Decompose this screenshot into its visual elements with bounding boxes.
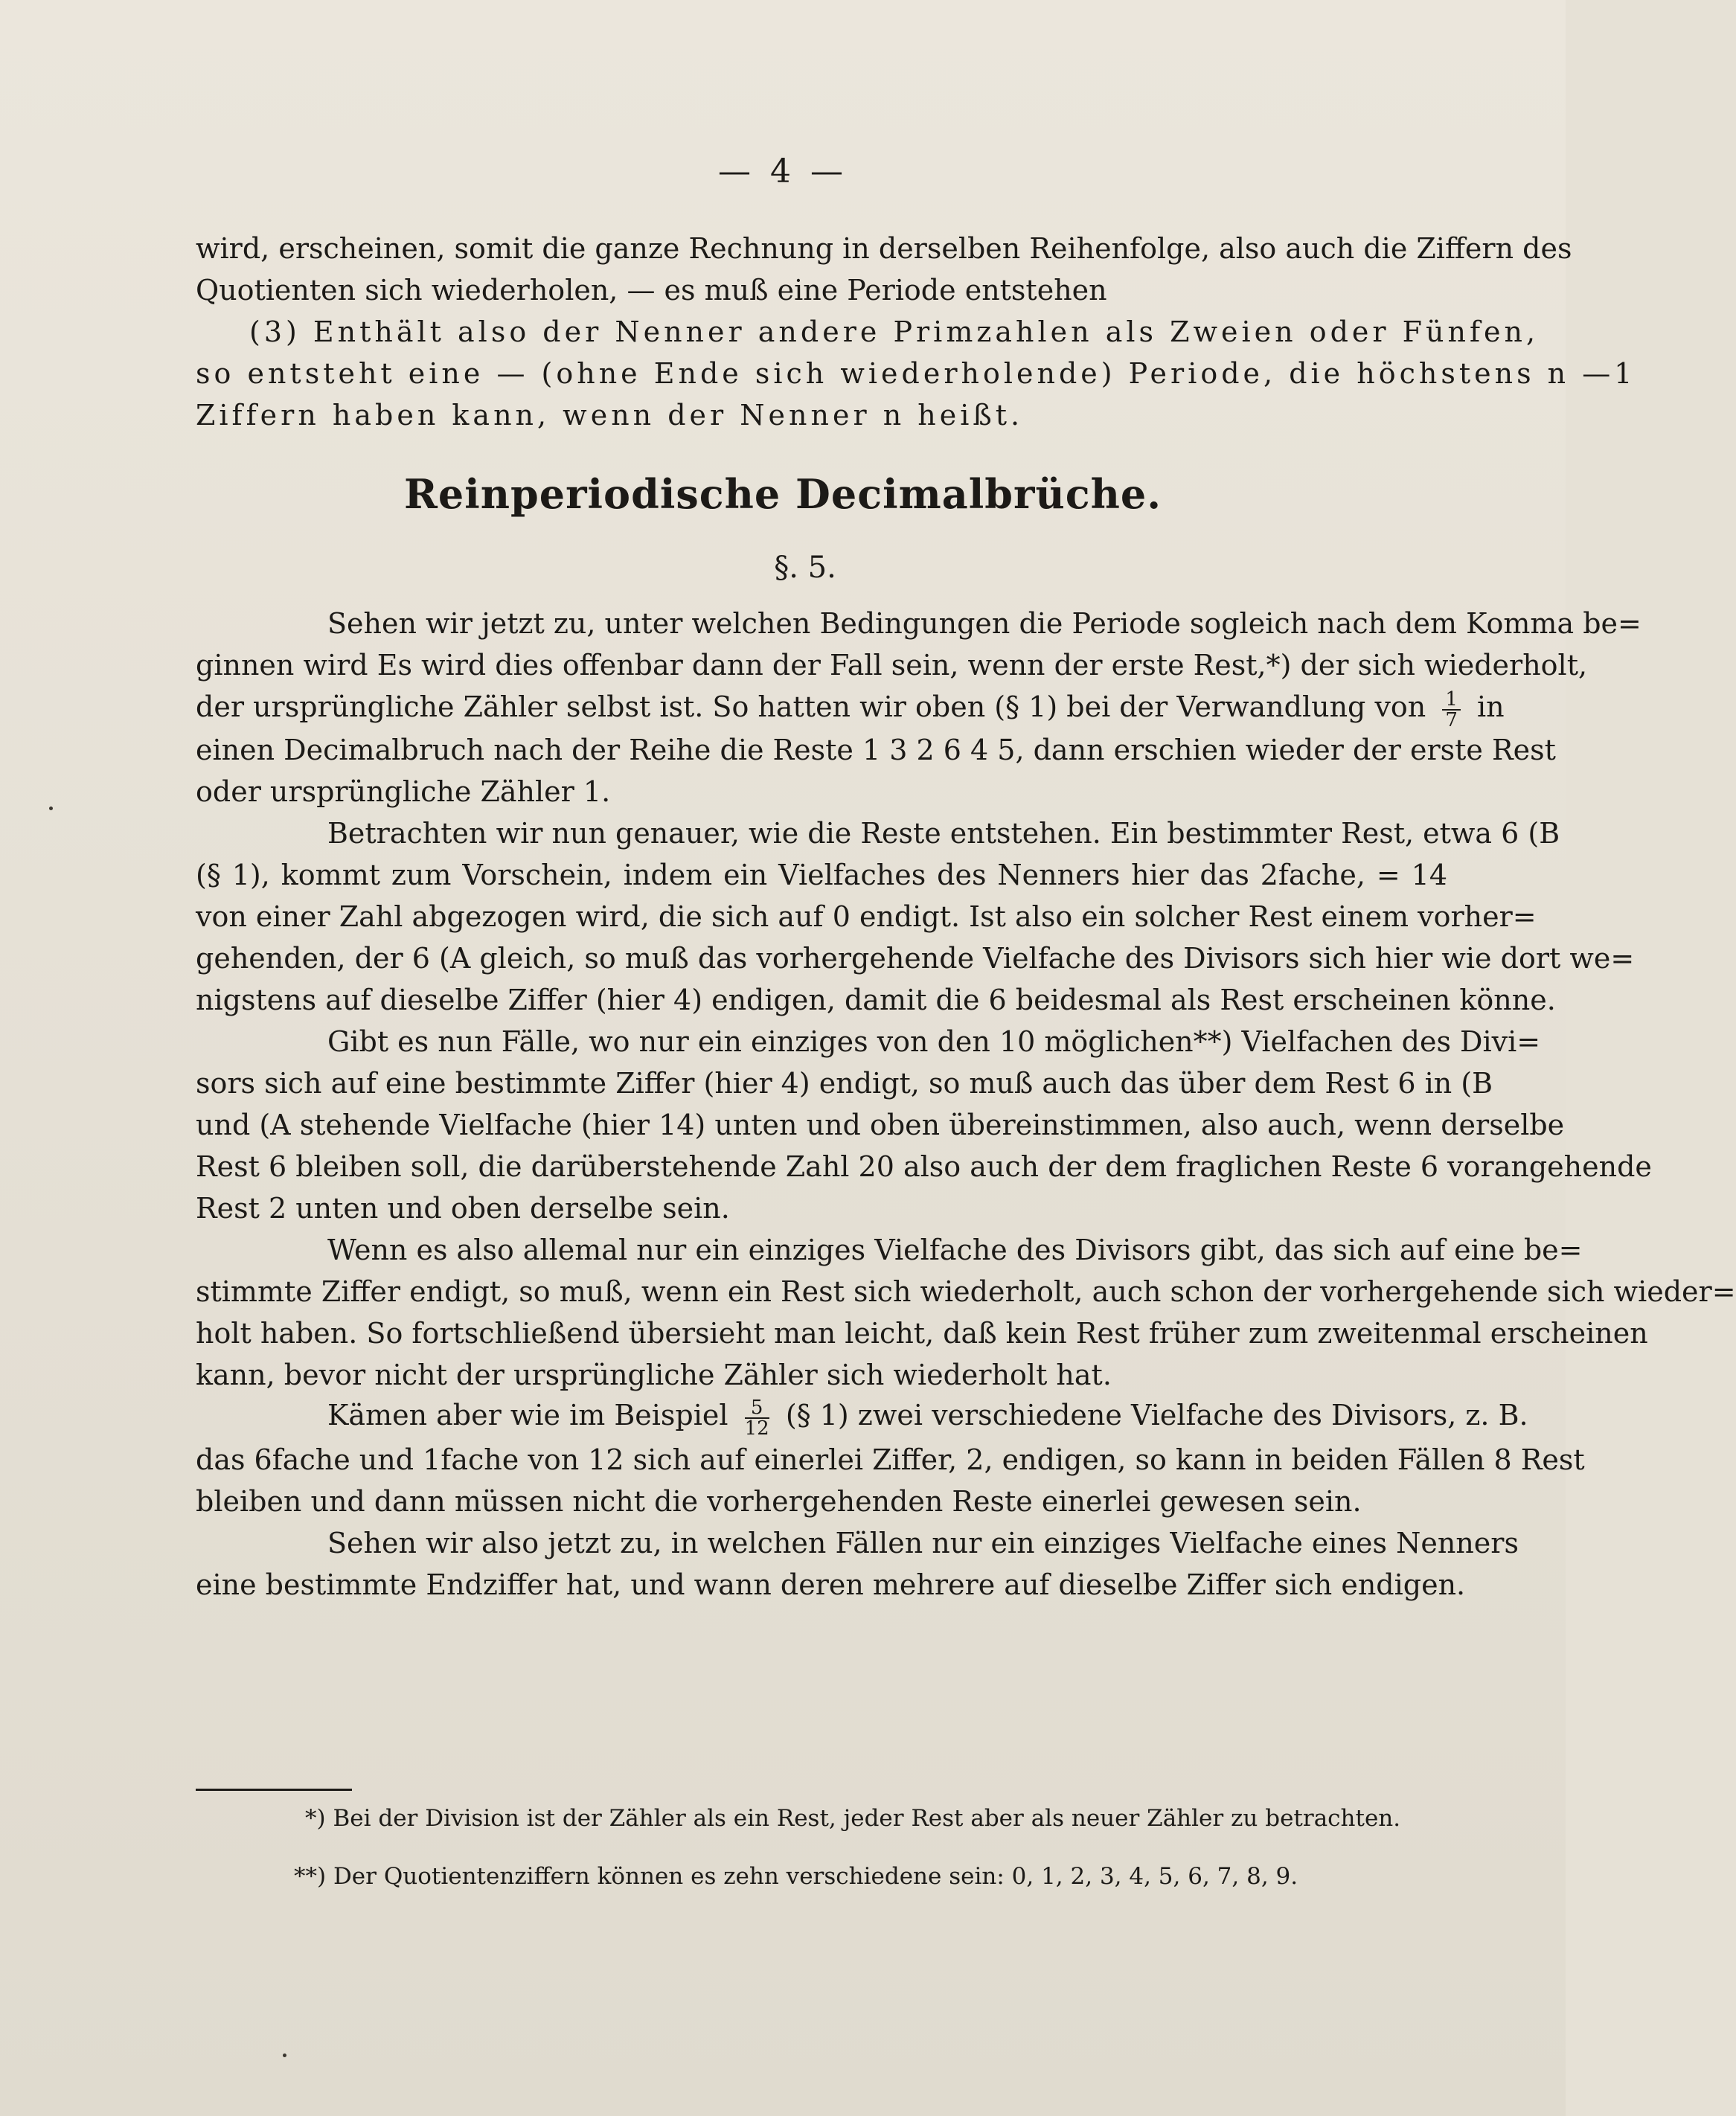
p7-line2: das 6fache und 1fache von 12 sich auf einerlei Ziffer, 2, endigen, so kann in beiden Fällen 8 Rest [196, 1443, 1585, 1476]
p5-line5: Rest 2 unten und oben derselbe sein. [196, 1192, 730, 1225]
p5-line3: und (A stehende Vielfache (hier 14) unten und oben übereinstimmen, also auch, wenn derselbe [196, 1109, 1565, 1141]
fraction-five-twelfths [745, 1398, 769, 1438]
section-heading: Reinperiodische Decimalbrüche. [403, 470, 1162, 518]
p7-line3: bleiben und dann müssen nicht die vorhergehenden Reste einerlei gewesen sein. [196, 1485, 1362, 1518]
paper-speck [49, 807, 53, 810]
frac1-numerator: 1 [1442, 690, 1461, 711]
fraction-one-seventh [1442, 687, 1461, 731]
p7-line1-end: (§ 1) zwei verschiedene Vielfache des Divisors, z. B. [785, 1399, 1528, 1431]
p2-line1: (3) Enthält also der Nenner andere Primzahlen als Zweien oder Fünfen, [249, 315, 1540, 348]
footnote-1: *) Bei der Division ist der Zähler als ein Rest, jeder Rest aber als neuer Zähler zu betrachten. [305, 1805, 1401, 1832]
p3-line3-end: in [1477, 690, 1505, 723]
p4-line5: nigstens auf dieselbe Ziffer (hier 4) endigen, damit die 6 beidesmal als Rest erscheinen könne. [196, 984, 1556, 1016]
frac2-numerator: 5 [745, 1398, 769, 1419]
p8-line1: Sehen wir also jetzt zu, in welchen Fällen nur ein einziges Vielfache eines Nenners [327, 1527, 1519, 1559]
p4-line1: Betrachten wir nun genauer, wie die Reste entstehen. Ein bestimmter Rest, etwa 6 (B [327, 817, 1560, 850]
p6-line3: holt haben. So fortschließend übersieht man leicht, daß kein Rest früher zum zweitenmal erscheinen [196, 1317, 1648, 1350]
p3-line2: ginnen wird Es wird dies offenbar dann der Fall sein, wenn der erste Rest,*) der sich wiederholt, [196, 649, 1588, 682]
p5-line4: Rest 6 bleiben soll, die darüberstehende Zahl 20 also auch der dem fraglichen Reste 6 vorangehende [196, 1150, 1652, 1183]
footnote-2: **) Der Quotientenziffern können es zehn verschiedene sein: 0, 1, 2, 3, 4, 5, 6, 7, 8, 9. [294, 1863, 1298, 1890]
p3-line5: oder ursprüngliche Zähler 1. [196, 775, 611, 808]
frac1-denominator: 7 [1445, 708, 1458, 731]
p4-line3: von einer Zahl abgezogen wird, die sich auf 0 endigt. Ist also ein solcher Rest einem vorher= [196, 900, 1537, 933]
p4-line4: gehenden, der 6 (A gleich, so muß das vorhergehende Vielfache des Divisors sich hier wie dort we= [196, 942, 1635, 975]
frac2-denominator: 12 [744, 1417, 769, 1440]
p1-line1: wird, erscheinen, somit die ganze Rechnung in derselben Reihenfolge, also auch die Ziffern des [196, 232, 1572, 265]
p7-line1 [327, 1396, 1528, 1440]
p3-line3-text: der ursprüngliche Zähler selbst ist. So hatten wir oben (§ 1) bei der Verwandlung von [196, 690, 1426, 723]
p3-line1: Sehen wir jetzt zu, unter welchen Bedingungen die Periode sogleich nach dem Komma be= [327, 607, 1641, 640]
p3-line3 [196, 687, 1505, 732]
p5-line2: sors sich auf eine bestimmte Ziffer (hier 4) endigt, so muß auch das über dem Rest 6 in (B [196, 1067, 1493, 1100]
p6-line2: stimmte Ziffer endigt, so muß, wenn ein Rest sich wiederholt, auch schon der vorhergehende sich wieder= [196, 1275, 1736, 1308]
p2-line3: Ziffern haben kann, wenn der Nenner n heißt. [196, 399, 1024, 432]
paper-speck [283, 2054, 286, 2057]
p8-line2: eine bestimmte Endziffer hat, und wann deren mehrere auf dieselbe Ziffer sich endigen. [196, 1568, 1466, 1601]
p6-line4: kann, bevor nicht der ursprüngliche Zähler sich wiederholt hat. [196, 1359, 1112, 1391]
p6-line1: Wenn es also allemal nur ein einziges Vielfache des Divisors gibt, das sich auf eine be= [327, 1234, 1583, 1266]
p7-line1-text: Kämen aber wie im Beispiel [327, 1399, 728, 1431]
page-number: — 4 — [718, 153, 848, 190]
p5-line1: Gibt es nun Fälle, wo nur ein einziges von den 10 möglichen**) Vielfachen des Divi= [327, 1025, 1541, 1058]
p2-line2: so entsteht eine — (ohne Ende sich wiederholende) Periode, die höchstens n —1 [196, 357, 1636, 390]
footnote-rule [196, 1789, 352, 1791]
p1-line2: Quotienten sich wiederholen, — es muß eine Periode entstehen [196, 274, 1107, 307]
p3-line4: einen Decimalbruch nach der Reihe die Reste 1 3 2 6 4 5, dann erschien wieder der erste Rest [196, 734, 1556, 766]
section-number: §. 5. [774, 551, 836, 585]
p4-line2: (§ 1), kommt zum Vorschein, indem ein Vielfaches des Nenners hier das 2fache, = 14 [196, 859, 1447, 891]
